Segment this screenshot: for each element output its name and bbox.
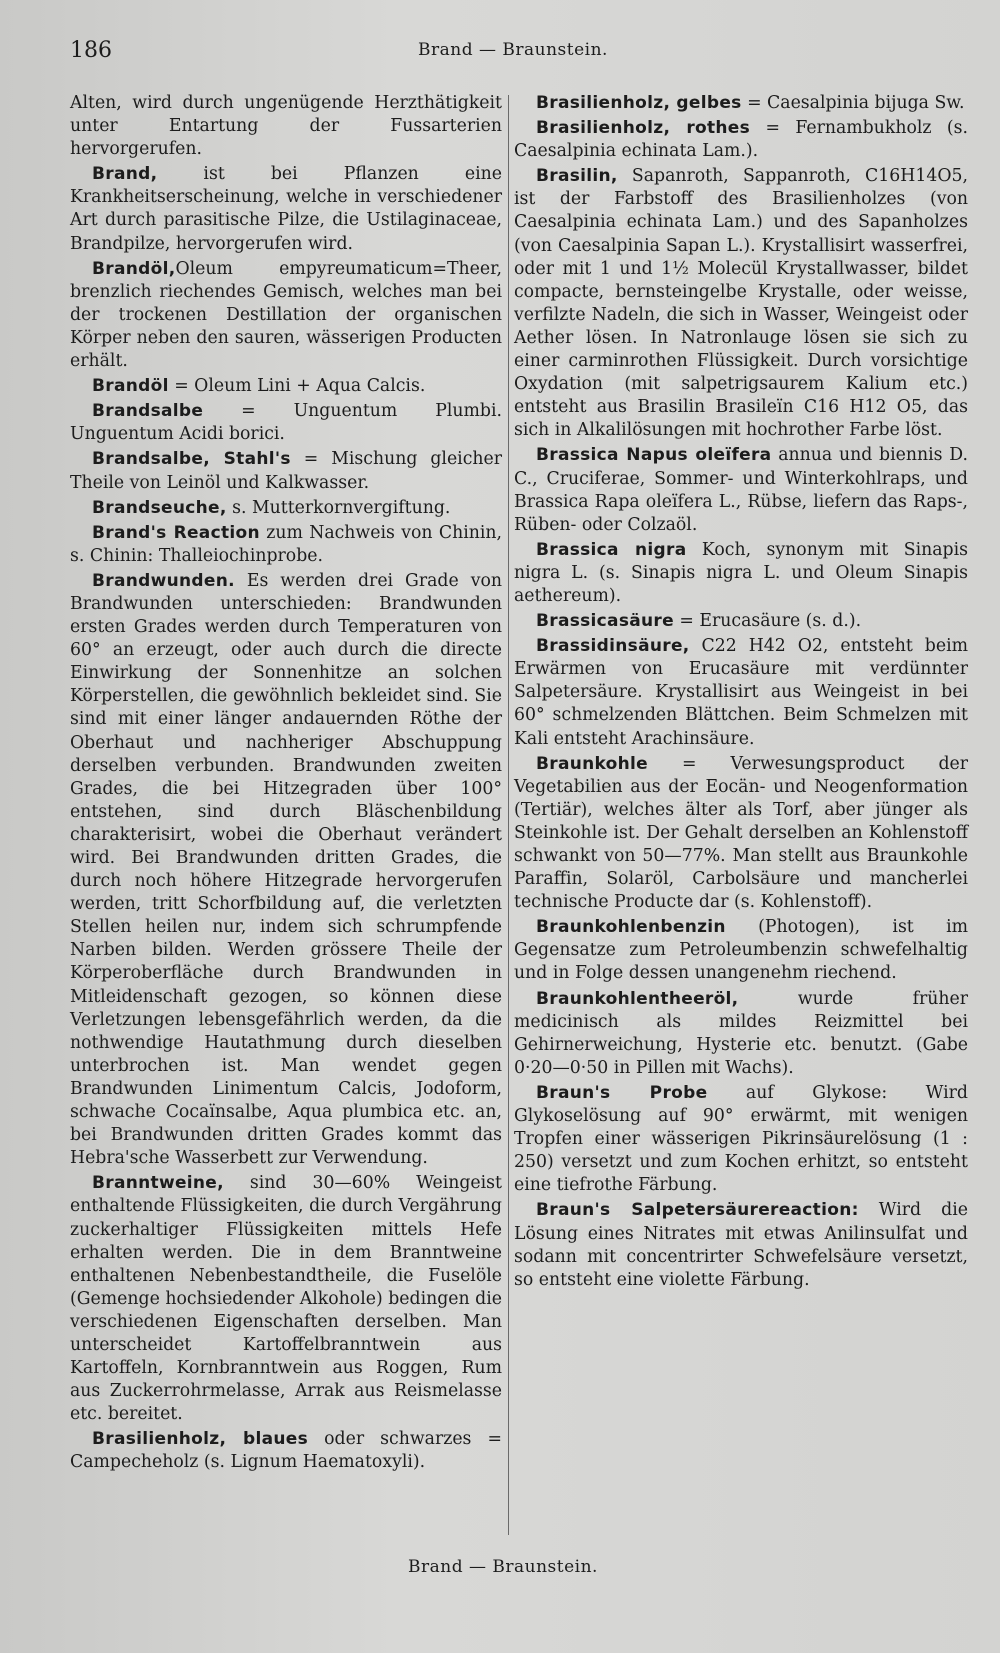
entry-headword: Brasilienholz, rothes (536, 118, 751, 139)
entry-headword: Brand, (92, 164, 158, 185)
entry-headword: Brandseuche, (92, 497, 227, 518)
entry-text: = Mischung gleicher Theile von Leinöl und Kalkwasser. (70, 449, 502, 493)
entry-text: = Caesalpinia bijuga Sw. (741, 93, 965, 113)
entry-headword: Brandsalbe, Stahl's (92, 449, 291, 470)
entry-text: s. Mutterkornvergiftung. (226, 497, 451, 518)
entry-text: Alten, wird durch ungenügende Herzthätigkeit unter Entartung der Fussarterien hervorgerufen. (70, 93, 502, 160)
entry-text: Es werden drei Grade von Brandwunden unterschieden: Brandwunden ersten Grades werden durch Temperaturen von 60° an erzeugt, oder auch durch die directe Einwirkung der Sonnenhitze an solchen Körperstellen, die gewöhnlich bekleidet sind. Sie sind mit einer länger andauernden Röthe der Oberhaut und nachheriger Abschuppung derselben verbunden. Brandwunden zweiten Grades, die bei Hitzegraden über 100° entstehen, sind durch Bläschenbildung charakterisirt, wobei die Oberhaut verändert wird. Bei Brandwunden dritten Grades, die durch noch höhere Hitzegrade hervorgerufen werden, tritt Schorfbildung auf, die verletzten Stellen heilen nur, indem sich schrumpfende Narben bilden. Werden grössere Theile der Körperoberfläche durch Brandwunden in Mitleidenschaft gezogen, so können diese Verletzungen lebensgefährlich werden, da die nothwendige Hautathmung durch dieselben unterbrochen ist. Man wendet gegen Brandwunden Linimentum Calcis, Jodoform, schwache Cocaïnsalbe, Aqua plumbica etc. an, bei Brandwunden dritten Grades kommt das Hebra'sche Wasserbett zur Verwendung. (70, 570, 502, 1169)
entry-text: = Verwesungsproduct der Vegetabilien aus der Eocän- und Neogenformation (Tertiär), welches älter als Torf, aber jünger als Steinkohle ist. Der Gehalt derselben an Kohlenstoff schwankt von 50—77%. Man stellt aus Braunkohle Paraffin, Solaröl, Carbolsäure und mancherlei technische Producte dar (s. Kohlenstoff). (514, 753, 968, 913)
entry-paragraph (70, 570, 502, 1170)
entry-paragraph (70, 400, 502, 446)
entry-headword: Brandwunden. (92, 570, 235, 591)
entry-paragraph (514, 753, 968, 915)
entry-paragraph (514, 1082, 968, 1197)
entry-text: zum Nachweis von Chinin, s. Chinin: Thalleiochinprobe. (70, 522, 503, 566)
entry-paragraph (514, 117, 968, 163)
entry-headword: Branntweine, (92, 1173, 224, 1194)
entry-headword: Brassicasäure (536, 611, 674, 632)
left-column (70, 92, 502, 1477)
entry-paragraph (70, 1172, 502, 1426)
entry-paragraph (70, 497, 502, 520)
entry-text: annua und biennis D. C., Cruciferae, Sommer- und Winterkohlraps, und Brassica Rapa oleïfera L., Rübse, liefern das Raps-, Rüben- oder Colzaöl. (514, 445, 968, 535)
entry-text: Koch, synonym mit Sinapis nigra L. (s. Sinapis nigra L. und Oleum Sinapis aethereum). (514, 539, 969, 606)
entry-text: = Erucasäure (s. d.). (673, 611, 862, 632)
entry-text: (Photogen), ist im Gegensatze zum Petroleumbenzin schwefelhaltig und in Folge dessen unangenehm riechend. (514, 917, 968, 984)
entry-paragraph (70, 522, 502, 568)
entry-paragraph (70, 258, 502, 373)
entry-paragraph (70, 92, 502, 161)
column-divider (508, 95, 509, 1535)
entry-paragraph (514, 165, 968, 442)
entry-headword: Braun's Salpetersäurereaction: (536, 1200, 859, 1221)
entry-paragraph (70, 448, 502, 494)
entry-headword: Braunkohle (536, 753, 649, 774)
entry-headword: Brasilienholz, blaues (92, 1429, 309, 1450)
entry-headword: Brandöl, (92, 258, 176, 279)
entry-text: = Unguentum Plumbi. Unguentum Acidi borici. (70, 401, 502, 445)
entry-headword: Brasilin, (536, 166, 618, 187)
entry-headword: Brasilienholz, gelbes (536, 93, 742, 113)
entry-paragraph (514, 635, 968, 750)
entry-text: Sapanroth, Sappanroth, C16H14O5, ist der Farbstoff des Brasilienholzes (von Caesalpinia echinata Lam.) und des Sapanholzes (von Caesalpinia Sapan L.). Krystallisirt wasserfrei, oder mit 1 und 1½ Molecül Krystallwasser, bildet compacte, bernsteingelbe Krystalle, oder weisse, verfilzte Nadeln, die sich in Wasser, Weingeist oder Aether lösen. In Natronlauge lösen sie sich zu einer carminrothen Flüssigkeit. Durch vorsichtige Oxydation (mit salpetrigsaurem Kalium etc.) entsteht aus Brasilin Brasileïn C16 H12 O5, das sich in Alkalilösungen mit hochrother Farbe löst. (514, 166, 968, 441)
entry-paragraph (514, 444, 968, 536)
entry-text: sind 30—60% Weingeist enthaltende Flüssigkeiten, die durch Vergährung zuckerhaltiger Flüssigkeiten mittels Hefe erhalten werden. Die in dem Branntweine enthaltenen Nebenbestandtheile, die Fuselöle (Gemenge hochsiedender Alkohole) bedingen die verschiedenen Eigenschaften derselben. Man unterscheidet Kartoffelbranntwein aus Kartoffeln, Kornbranntwein aus Roggen, Rum aus Zuckerrohrmelasse, Arrak aus Reismelasse etc. bereitet. (70, 1173, 502, 1425)
entry-paragraph (514, 92, 968, 115)
entry-headword: Brassica nigra (536, 539, 687, 560)
entry-headword: Braunkohlenbenzin (536, 917, 726, 938)
entry-headword: Brassidinsäure, (536, 636, 690, 657)
entry-paragraph (514, 539, 968, 608)
entry-paragraph (514, 988, 968, 1080)
entry-paragraph (514, 610, 968, 633)
entry-paragraph (70, 163, 502, 255)
entry-headword: Brassica Napus oleïfera (536, 445, 772, 466)
entry-text: Oleum empyreumaticum=Theer, brenzlich riechendes Gemisch, welches man bei der trockenen Destillation der organischen Körper neben den sauren, wässerigen Producten erhält. (70, 258, 502, 372)
entry-text: wurde früher medicinisch als mildes Reizmittel bei Gehirnerweichung, Hysterie etc. benutzt. (Gabe 0·20—0·50 in Pillen mit Wachs). (514, 988, 968, 1078)
running-footer: Brand — Braunstein. (408, 1557, 598, 1577)
entry-headword: Brandöl (92, 376, 169, 397)
running-header: Brand — Braunstein. (418, 40, 608, 60)
entry-paragraph (514, 916, 968, 985)
entry-text: = Fernambukholz (s. Caesalpinia echinata Lam.). (514, 118, 968, 162)
entry-headword: Braun's Probe (536, 1082, 708, 1103)
entry-text: ist bei Pflanzen eine Krankheitserscheinung, welche in verschiedener Art durch parasitische Pilze, die Ustilaginaceae, Brandpilze, hervorgerufen wird. (70, 164, 502, 254)
right-column (514, 92, 968, 1294)
entry-text: Wird die Lösung eines Nitrates mit etwas Anilinsulfat und sodann mit concentrirter Schwefelsäure versetzt, so entsteht eine violette Färbung. (514, 1200, 968, 1290)
entry-text: oder schwarzes = Campecheholz (s. Lignum Haematoxyli). (70, 1429, 502, 1473)
entry-headword: Braunkohlentheeröl, (536, 988, 739, 1009)
entry-text: C22 H42 O2, entsteht beim Erwärmen von Erucasäure mit verdünnter Salpetersäure. Krystallisirt aus Weingeist in bei 60° schmelzenden Blättchen. Beim Schmelzen mit Kali entsteht Arachinsäure. (514, 636, 968, 749)
entry-headword: Brandsalbe (92, 401, 204, 422)
entry-headword: Brand's Reaction (92, 522, 260, 543)
entry-text: auf Glykose: Wird Glykoselösung auf 90° erwärmt, mit wenigen Tropfen einer wässerigen Pikrinsäurelösung (1 : 250) versetzt und zum Kochen erhitzt, so entsteht eine tiefrothe Färbung. (514, 1082, 968, 1196)
entry-paragraph (70, 375, 502, 398)
entry-paragraph (70, 1428, 502, 1474)
page-number: 186 (70, 38, 112, 63)
entry-paragraph (514, 1199, 968, 1291)
entry-text: = Oleum Lini + Aqua Calcis. (168, 376, 426, 397)
